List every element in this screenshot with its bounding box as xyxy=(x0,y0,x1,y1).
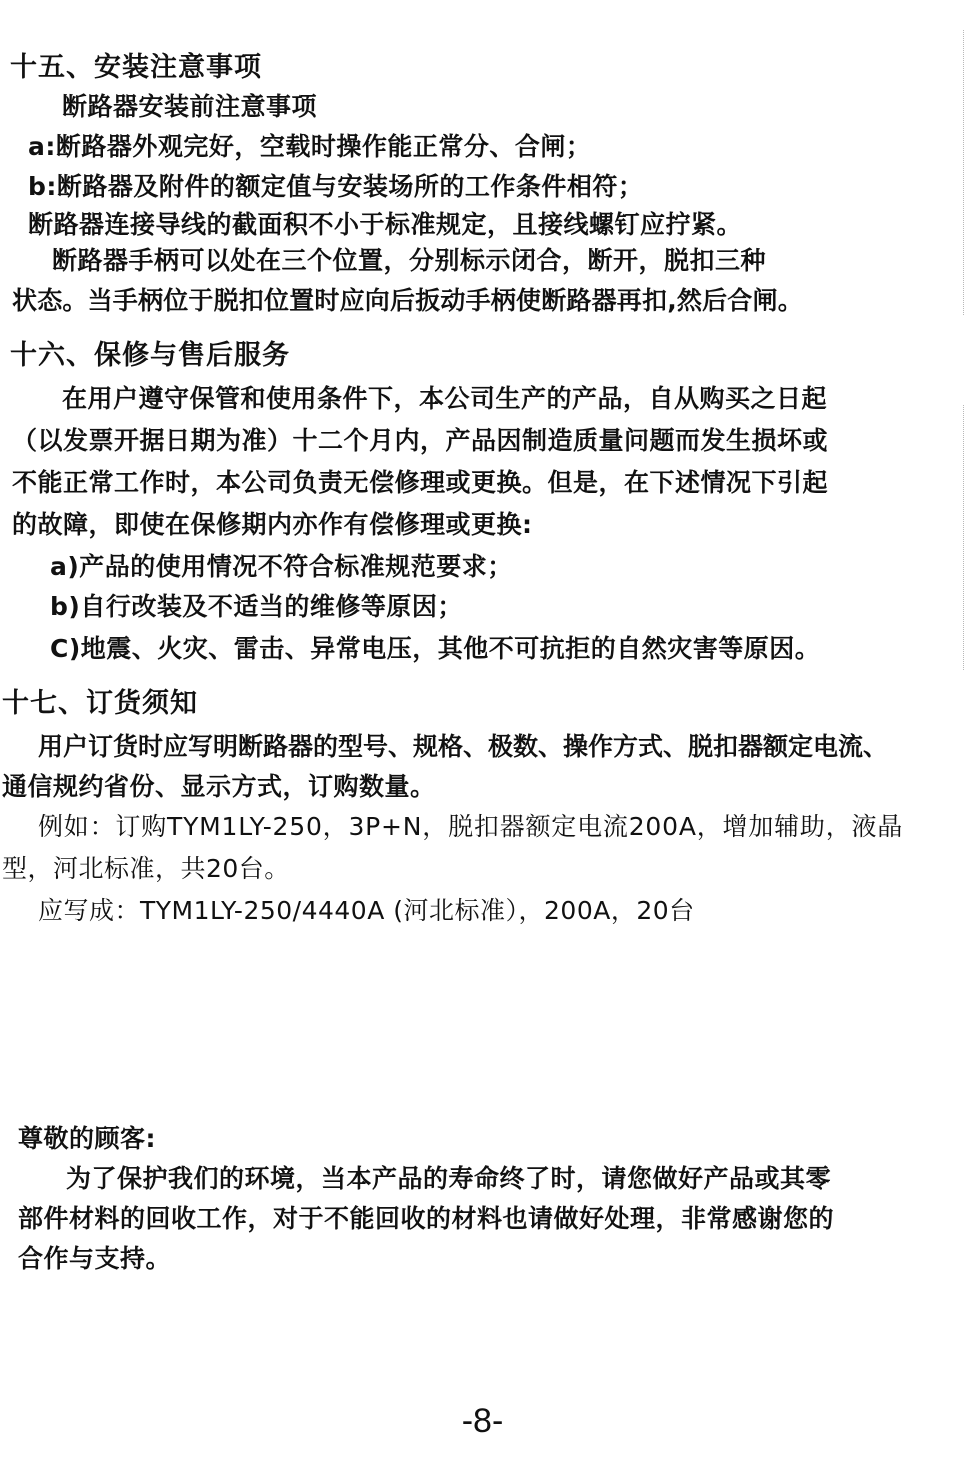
notice-paragraph-line: 部件材料的回收工作，对于不能回收的材料也请做好处理，非常感谢您的 xyxy=(18,1204,835,1233)
section-16-item-b: b)自行改装及不适当的维修等原因； xyxy=(50,592,463,621)
section-17-example-line: 例如：订购TYM1LY-250，3P+N，脱扣器额定电流200A，增加辅助，液晶 xyxy=(38,812,904,841)
section-16-item-a: a)产品的使用情况不符合标准规范要求； xyxy=(50,552,513,581)
page-edge-mark-top xyxy=(963,30,964,315)
section-16-paragraph-line: （以发票开据日期为准）十二个月内，产品因制造质量问题而发生损坏或 xyxy=(12,426,829,455)
section-16-item-c: C)地震、火灾、雷击、异常电压，其他不可抗拒的自然灾害等原因。 xyxy=(50,634,821,663)
section-15-item-a: a:断路器外观完好，空载时操作能正常分、合闸； xyxy=(28,132,592,161)
section-17-write-as: 应写成：TYM1LY-250/4440A (河北标准），200A，20台 xyxy=(38,896,695,925)
notice-paragraph-line: 为了保护我们的环境，当本产品的寿命终了时，请您做好产品或其零 xyxy=(66,1164,832,1193)
section-15-paragraph-line: 断路器手柄可以处在三个位置，分别标示闭合，断开，脱扣三种 xyxy=(52,246,767,275)
section-16-paragraph-line: 的故障，即使在保修期内亦作有偿修理或更换: xyxy=(12,510,533,539)
section-15-subtitle: 断路器安装前注意事项 xyxy=(62,92,318,121)
section-16-paragraph-line: 在用户遵守保管和使用条件下，本公司生产的产品，自从购买之日起 xyxy=(62,384,828,413)
page-edge-mark-bottom xyxy=(963,405,964,670)
notice-greeting: 尊敬的顾客: xyxy=(18,1124,156,1153)
page-number: -8- xyxy=(461,1402,504,1440)
section-17-paragraph-line: 用户订货时应写明断路器的型号、规格、极数、操作方式、脱扣器额定电流、 xyxy=(38,732,889,761)
section-15-item-c: 断路器连接导线的截面积不小于标准规定，且接线螺钉应拧紧。 xyxy=(28,210,743,239)
section-17-title: 十七、订货须知 xyxy=(2,688,198,719)
section-15-item-b: b:断路器及附件的额定值与安装场所的工作条件相符； xyxy=(28,172,644,201)
section-17-example-line: 型，河北标准，共20台。 xyxy=(2,854,290,883)
section-16-title: 十六、保修与售后服务 xyxy=(10,340,290,371)
section-16-paragraph-line: 不能正常工作时，本公司负责无偿修理或更换。但是，在下述情况下引起 xyxy=(12,468,829,497)
section-15-title: 十五、安装注意事项 xyxy=(10,52,262,83)
section-15-paragraph-line: 状态。当手柄位于脱扣位置时应向后扳动手柄使断路器再扣,然后合闸。 xyxy=(12,286,803,315)
section-17-paragraph-line: 通信规约省份、显示方式，订购数量。 xyxy=(2,772,436,801)
notice-paragraph-line: 合作与支持。 xyxy=(18,1244,172,1273)
